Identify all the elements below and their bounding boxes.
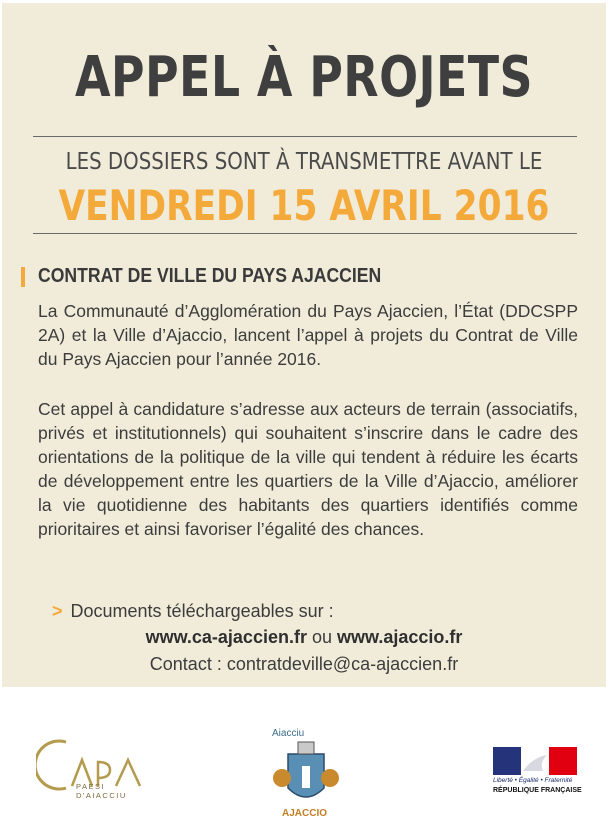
intro-paragraph: La Communauté d’Agglomération du Pays Ajaccien, l’État (DDCSPP 2A) et la Ville d’Ajaccio, lancent l’appel à projets du Contrat de Ville du Pays Ajaccien pour l’année 2016. [38, 301, 578, 369]
crest-bottom-text: AJACCIO [282, 808, 328, 819]
bottom-divider [33, 233, 577, 234]
flag-icon [493, 747, 577, 775]
downloads-label: Documents téléchargeables sur : [70, 601, 334, 621]
ajaccio-crest [268, 722, 344, 820]
chevron-right-icon: > [52, 601, 63, 621]
links-line [2, 627, 606, 648]
downloads-line [52, 601, 334, 622]
deadline-intro: LES DOSSIERS SONT À TRANSMETTRE AVANT LE [65, 149, 543, 175]
capa-subtitle: PAESI D'AIACCIU [76, 782, 127, 800]
link-ca-ajaccien[interactable]: www.ca-ajaccien.fr [145, 627, 307, 647]
contact-line: Contact : contratdeville@ca-ajaccien.fr [149, 654, 459, 674]
page-title: APPEL À PROJETS [74, 45, 534, 110]
republic-name: RÉPUBLIQUE FRANÇAISE [493, 787, 582, 794]
deadline-date: VENDREDI 15 AVRIL 2016 [58, 181, 550, 230]
section-title: CONTRAT DE VILLE DU PAYS AJACCIEN [38, 265, 382, 287]
crest-top-text: Aiacciu [272, 728, 305, 739]
crest-shield-icon [268, 736, 344, 816]
republic-motto: Liberté • Égalité • Fraternité [493, 777, 573, 784]
top-divider [33, 136, 577, 137]
capa-logo [36, 734, 156, 804]
link-ajaccio[interactable]: www.ajaccio.fr [337, 627, 463, 647]
republique-francaise-logo [493, 747, 583, 807]
poster [2, 3, 606, 687]
details-paragraph: Cet appel à candidature s’adresse aux acteurs de terrain (associatifs, privés et institutionnels) qui souhaitent s’inscrire dans le cadre des orientations de la politique de la ville qui tendent à réduire les écarts de développement entre les quartiers de la Ville d’Ajaccio, améliorer la vie quotidienne des habitants des quartiers identifiés comme prioritaires et ainsi favoriser l’égalité des chances. [38, 399, 578, 539]
section-accent-bar [21, 267, 25, 287]
links-separator: ou [311, 627, 333, 647]
